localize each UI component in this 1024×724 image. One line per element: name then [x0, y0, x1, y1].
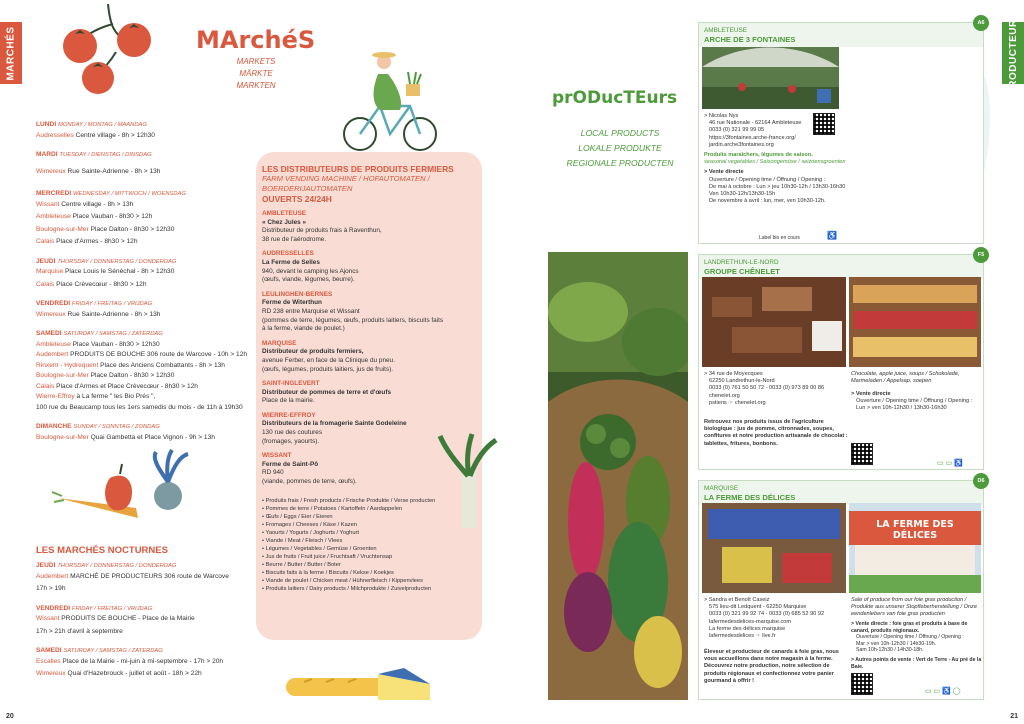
day-translation: WEDNESDAY / MITTWOCH / WOENSDAG: [73, 191, 186, 197]
leek-illustration: [436, 432, 500, 528]
distributor-item: MARQUISE Distributeur de produits fermiers, avenue Ferber, en face de la Clinique du pneu. (œufs, légumes, produits laitiers, jus de fruits).: [262, 339, 395, 373]
product-line: • Œufs / Eggs / Eier / Eieren: [262, 513, 333, 520]
market-day: [36, 561, 256, 595]
distributors-title: LES DISTRIBUTEURS DE PRODUITS FERMIERS: [262, 164, 454, 174]
label-logo: [817, 89, 831, 103]
market-entry: Calais Place Crèvecœur - 8h30 > 12h: [36, 280, 147, 288]
card-details: > Nicolas Nys 46 rue Nationale - 62164 Ambleteuse 0033 (0) 321 99 99 05 https://3fontaines.arche-france.org/ jardin.arche3fontaines.org Produits maraîchers, légumes de saison. seasonal vegetables / Saisongemüse / seizoensgroenten > Vente directe Ouverture / Opening time / Öffnung / Opening : De mai à octobre : Lun > jeu 10h30-12h / 13h30-16h30 Ven 10h30-12h/13h30-15h De novembre à avril : lun, mer, ven 10h30-12h.: [704, 113, 846, 205]
product-line: • Yaourts / Yogurts / Joghurts / Yoghurt: [262, 529, 359, 536]
markets-title: MArchéS: [196, 26, 316, 54]
service-icons: ▭ ▭ ♿: [937, 460, 963, 467]
page-number-right: 21: [1010, 713, 1018, 720]
day-translation: SATURDAY / SAMSTAG / ZATERDAG: [63, 648, 163, 654]
product-line: • Jus de fruits / Fruit juice / Fruchtsaft / Vruchtensap: [262, 553, 393, 560]
product-line: • Beurre / Butter / Butter / Boter: [262, 561, 341, 568]
market-entry: 100 rue du Beaucamp tous les 1ers samedis du mois - de 11h à 19h30: [36, 403, 243, 411]
vegetable-basket-photo: [548, 252, 688, 700]
market-entry: Audembert MARCHÉ DE PRODUCTEURS 306 route de Warcove: [36, 572, 229, 580]
distributor-item: AMBLETEUSE « Chez Jules » Distributeur de produits frais à Raventhun, 38 rue de l'aérodrome.: [262, 210, 382, 243]
card-code-badge: A6: [973, 15, 989, 31]
day-name: VENDREDI: [36, 604, 71, 612]
producer-card: [698, 254, 984, 470]
market-entry: Boulogne-sur-Mer Place Dalton - 8h30 > 12h30: [36, 225, 175, 233]
market-day: [36, 120, 256, 141]
distributors-hours: OUVERTS 24/24H: [262, 194, 332, 204]
card-side-note: Sale of produce from our foie gras production / Produkte aus unserer Stopfleberherstellung / Onze eendenlebers van foie gras producten: [851, 597, 977, 618]
card-description: Éleveur et producteur de canards à foie gras, nous vous accueillons dans notre magasin à la ferme. Découvrez notre production, notre sélection de produits régionaux et confectionnez votre panier gourmand à offrir !: [704, 649, 839, 684]
market-entry: Boulogne-sur-Mer Quai Gambetta et Place Vignon - 9h > 13h: [36, 433, 215, 441]
day-translation: MONDAY / MONTAG / MAANDAG: [58, 122, 147, 128]
distributor-item: WIERRE-EFFROY Distributeurs de la fromagerie Sainte Godeleine 130 rue des coutures (fromages, yaourts).: [262, 411, 407, 445]
product-line: • Pommes de terre / Potatoes / Kartoffeln / Aardappelen: [262, 505, 403, 512]
day-name: VENDREDI: [36, 300, 71, 307]
left-side-tab: MARCHÉS: [0, 22, 22, 84]
chocolate-photo: [702, 277, 846, 367]
night-markets-list: [36, 561, 256, 689]
day-translation: FRIDAY / FREITAG / VRIJDAG: [71, 301, 153, 307]
card-header: [699, 23, 983, 47]
market-entry: Escalles Place de la Mairie - mi-juin à mi-septembre - 17h > 20h: [36, 657, 224, 665]
product-line: • Produits frais / Fresh products / Frische Produkte / Verse producten: [262, 497, 436, 504]
distributors-subtitle: FARM VENDING MACHINE / HOFAUTOMATEN / BOERDERIJAUTOMATEN: [262, 174, 430, 193]
farm-building-photo: [849, 503, 981, 593]
producers-title: prODucTEurs: [552, 88, 678, 108]
card-code-badge: F5: [973, 247, 989, 263]
market-entry: 17h > 19h: [36, 585, 66, 592]
market-day: [36, 329, 256, 413]
markets-list: [36, 120, 256, 452]
day-name: SAMEDI: [36, 647, 62, 654]
distributor-item: WISSANT Ferme de Saint-Pô RD 940 (viande, pommes de terre, œufs).: [262, 452, 357, 486]
accessibility-icon: ♿: [827, 231, 837, 240]
qr-code[interactable]: [851, 443, 873, 465]
card-name: GROUPE CHÊNELET: [704, 267, 780, 276]
distributors-content: [262, 164, 476, 593]
market-entry: Audresselles Centre village - 8h > 12h30: [36, 131, 155, 139]
market-entry: Wissant PRODUITS DE BOUCHE - Place de la Mairie: [36, 615, 195, 622]
bread-cheese-illustration: [286, 664, 430, 704]
shop-interior-photo: [702, 503, 846, 593]
day-name: MARDI: [36, 151, 58, 158]
market-day: [36, 604, 256, 638]
day-translation: FRIDAY / FREITAG / VRIJDAG: [71, 605, 153, 612]
producers-subtitle: LOKALE PRODUKTE: [578, 143, 662, 153]
vegetables-illustration: [48, 448, 196, 526]
distributor-item: LEULINGHEN-BERNES Ferme de Witerthun RD 238 entre Marquise et Wissant (pommes de terre, légumes, œufs, produits laitiers, biscuits faits à la ferme, viande de poulet.): [262, 290, 444, 333]
market-entry: Wimereux Quai d'Hazebrouck - juillet et août - 18h > 22h: [36, 670, 202, 677]
market-entry: Ambleteuse Place Vauban - 8h30 > 12h: [36, 213, 153, 220]
market-day: [36, 257, 256, 291]
product-line: • Produits laitiers / Dairy products / Milchprodukte / Zuivelproducten: [262, 585, 432, 592]
market-entry: Marquise Place Louis le Sénéchal - 8h > 12h30: [36, 268, 175, 275]
distributor-item: AUDRESSELLES La Ferme de Selles 940, devant le camping les Ajoncs (œufs, viande, légumes, beurre).: [262, 250, 359, 284]
market-entry: Wierre-Effroy à La ferme " les Bio Prés ",: [36, 393, 156, 400]
night-markets-title: LES MARCHÉS NOCTURNES: [36, 545, 168, 556]
day-name: JEUDI: [36, 562, 56, 569]
card-side-note: Chocolate, apple juice, soups / Schokolade, Marmeladen / Appelsap, soepen: [851, 371, 960, 385]
market-entry: Wissant Centre village - 8h > 13h: [36, 200, 134, 208]
market-day: [36, 299, 256, 320]
market-entry: Audembert PRODUITS DE BOUCHE 306 route de Warcove - 10h > 12h: [36, 351, 248, 358]
product-line: • Biscuits faits à la ferme / Biscuits / Kekse / Koekjes: [262, 569, 394, 576]
cyclist-illustration: [340, 44, 440, 154]
product-line: • Fromages / Cheeses / Käse / Kazen: [262, 521, 357, 528]
producer-card: [698, 22, 984, 244]
card-description: Retrouvez nos produits issus de l'agriculture biologique : jus de pomme, citronnades, soupes, confitures et notre production artisanale de chocolat : tablettes, fritures, bonbons.: [704, 419, 848, 447]
markets-subtitle: MARKETS: [236, 57, 276, 66]
farm-sign-text: LA FERME DES DÉLICES: [876, 519, 954, 541]
card-header: [699, 255, 983, 279]
producers-subtitle: LOCAL PRODUCTS: [580, 128, 660, 138]
day-name: LUNDI: [36, 121, 57, 128]
card-sale: > Vente directe Ouverture / Opening time / Öffnung / Opening : Lun > ven 10h-12h30 / 13h30-16h30: [851, 391, 973, 412]
market-entry: Calais Place d'Armes - 8h30 > 12h: [36, 238, 138, 245]
card-code-badge: D6: [973, 473, 989, 489]
market-entry: Rinxent - Hydrequent Place des Anciens Combattants - 8h > 13h: [36, 361, 225, 369]
product-line: • Viande / Meat / Fleisch / Vlees: [262, 537, 343, 544]
market-entry: Ambleteuse Place Vauban - 8h30 > 12h30: [36, 340, 160, 348]
producers-subtitle: REGIONALE PRODUCTEN: [566, 158, 674, 168]
market-day: [36, 150, 256, 177]
day-name: MERCREDI: [36, 190, 72, 197]
tomato-illustration: [58, 4, 158, 96]
day-translation: THURSDAY / DONNERSTAG / DONDERDAG: [57, 563, 177, 569]
card-location: MARQUISE: [704, 485, 739, 492]
market-entry: Calais Place d'Armes et Place Crèvecœur - 8h30 > 12h: [36, 382, 198, 390]
markets-subtitle: MÄRKTE: [239, 69, 273, 78]
card-location: AMBLETEUSE: [704, 27, 747, 34]
card-sale: > Vente directe : foie gras et produits à base de canard, produits régionaux. Ouverture / Opening time / Öffnung / Opening : Mar > ven 10h-12h30 / 14h30-19h. Sam 10h-12h30 / 14h30-18h. > Autres points de vente : Vert de Terre - Au pré de la Baie.: [851, 621, 982, 670]
card-header: [699, 481, 983, 505]
card-details: > 34 rue de Moyecques 62250 Landrethun-le-Nord 0033 (0) 761 50 50 72 - 0033 (0) 973 89 00 86 chenelet.org pstiens ☞ chenelet.org: [704, 371, 825, 406]
market-entry: Boulogne-sur-Mer Place Dalton - 8h30 > 12h30: [36, 372, 175, 379]
market-day: [36, 189, 256, 248]
market-entry: Wimereux Rue Sainte-Adrienne - 8h > 13h: [36, 167, 161, 175]
distributor-item: SAINT-INGLEVERT Distributeur de pommes de terre et d'œufs Place de la mairie.: [262, 380, 391, 405]
card-name: LA FERME DES DÉLICES: [704, 493, 796, 502]
day-translation: SATURDAY / SAMSTAG / ZATERDAG: [63, 331, 163, 337]
day-name: JEUDI: [36, 257, 56, 265]
producer-card: [698, 480, 984, 700]
producers-subtitles: [552, 126, 688, 171]
qr-code[interactable]: [813, 113, 835, 135]
product-line: • Viande de poulet / Chicken meat / Hühnerfleisch / Kippenvlees: [262, 577, 423, 584]
shop-shelves-photo: [849, 277, 981, 367]
product-line: • Légumes / Vegetables / Gemüse / Groenten: [262, 545, 377, 552]
card-location: LANDRETHUN-LE-NORD: [704, 259, 779, 266]
day-translation: THURSDAY / DONNERSTAG / DONDERDAG: [57, 258, 177, 265]
page-number-left: 20: [6, 713, 14, 720]
markets-subtitle: MARKTEN: [236, 81, 276, 90]
day-translation: TUESDAY / DIENSTAG / DINSDAG: [59, 152, 152, 158]
card-name: ARCHE DE 3 FONTAINES: [704, 35, 796, 44]
markets-subtitles: [220, 56, 292, 92]
market-day: [36, 422, 256, 443]
card-details: > Sandra et Benoît Caseiz 575 lieu-dit Ledquent - 62250 Marquise 0033 (0) 321 99 92 74 - 0033 (0) 685 52 90 92 lafermedesdelices-marquise.com La ferme des délices marquise lafermedesdelices ☞ live.fr: [704, 597, 825, 640]
market-entry: 17h > 21h d'avril à septembre: [36, 627, 123, 635]
right-side-tab: PRODUCTEURS: [1002, 22, 1024, 84]
day-name: DIMANCHE: [36, 423, 72, 430]
qr-code[interactable]: [851, 673, 873, 695]
market-day: [36, 646, 256, 680]
day-name: SAMEDI: [36, 330, 62, 337]
day-translation: SUNDAY / SONNTAG / ZONDAG: [73, 424, 160, 430]
label-bio-note: Label bio en cours: [759, 235, 800, 241]
market-entry: Wimereux Rue Sainte-Adrienne - 8h > 13h: [36, 310, 161, 318]
service-icons: ▭ ▭ ♿ ◯: [925, 688, 961, 695]
